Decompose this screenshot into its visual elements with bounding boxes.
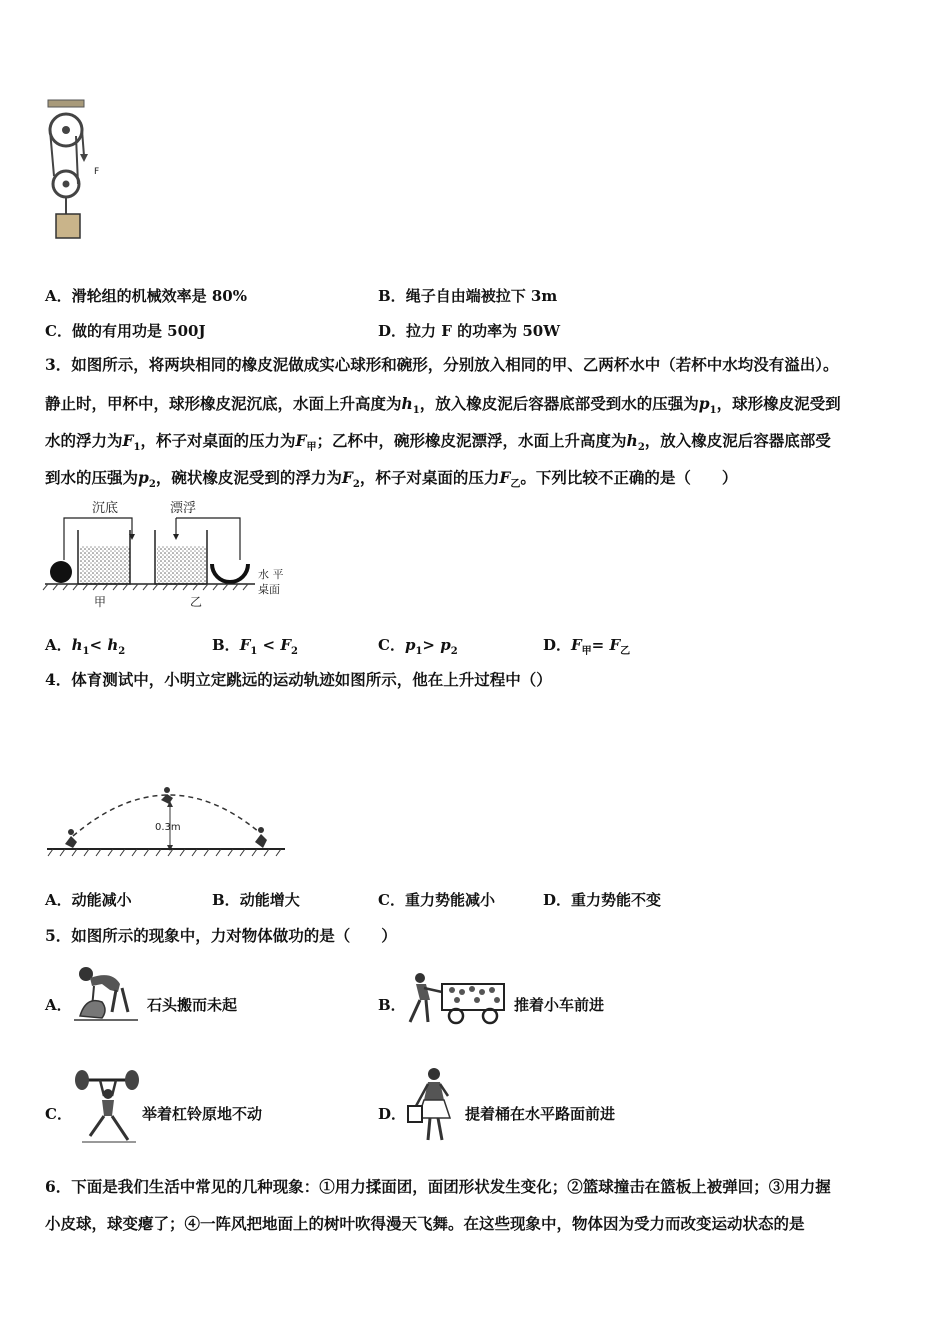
label-table-1: 水 平: [258, 568, 284, 581]
pushing-cart-icon: [402, 970, 510, 1030]
q3-option-b[interactable]: B．$F_1 < F_2$: [212, 636, 298, 657]
q4-stem: 4．体育测试中，小明立定跳远的运动轨迹如图所示，他在上升过程中（）: [45, 670, 552, 689]
carrying-bucket-icon: [404, 1066, 460, 1146]
q5-option-a-letter[interactable]: A．: [45, 996, 72, 1014]
q2-option-c[interactable]: C．做的有用功是 500J: [45, 322, 206, 340]
q4-option-d[interactable]: D．重力势能不变: [543, 891, 662, 909]
q4-option-c[interactable]: C．重力势能减小: [378, 891, 495, 909]
q3-line-2: 静止时，甲杯中，球形橡皮泥沉底，水面上升高度为$h_1$，放入橡皮泥后容器底部受到水的压强为$p_1$，球形橡皮泥受到: [45, 394, 841, 417]
q3-option-a[interactable]: A．$h_1< h_2$: [45, 636, 126, 657]
label-yi: 乙: [190, 595, 203, 609]
q6-line-2: 小皮球，球变瘪了；④一阵风把地面上的树叶吹得漫天飞舞。在这些现象中，物体因为受力而改变运动状态的是: [45, 1214, 805, 1233]
weightlifter-icon: [72, 1070, 142, 1146]
q5-option-b-letter[interactable]: B．: [378, 996, 406, 1014]
q2-option-d[interactable]: D．拉力 F 的功率为 50W: [378, 322, 561, 340]
label-jia: 甲: [94, 595, 107, 609]
force-label: F: [94, 167, 100, 177]
jump-figure: [45, 776, 290, 866]
pulley-figure: [40, 96, 110, 248]
jumper-landing-icon: [255, 827, 267, 848]
q4-option-a[interactable]: A．动能减小: [45, 891, 132, 909]
q2-option-b[interactable]: B．绳子自由端被拉下 3m: [378, 287, 558, 305]
q5-option-a-text: 石头搬而未起: [147, 996, 238, 1014]
label-float: 漂浮: [170, 501, 197, 516]
q5-option-c-text: 举着杠铃原地不动: [142, 1105, 263, 1123]
q2-option-a[interactable]: A．滑轮组的机械效率是 80%: [45, 287, 247, 305]
q4-option-b[interactable]: B．动能增大: [212, 891, 300, 909]
q5-option-c-letter[interactable]: C．: [45, 1105, 72, 1123]
height-label: 0.3m: [155, 822, 181, 833]
q3-option-d[interactable]: D．$F_甲= F_乙$: [543, 636, 631, 657]
q5-option-b-text: 推着小车前进: [514, 996, 605, 1014]
q3-line-4: 到水的压强为$p_2$，碗状橡皮泥受到的浮力为$F_2$，杯子对桌面的压力$F_乙$。下列比较不正确的是（ ）: [45, 468, 738, 491]
lifting-stone-icon: [72, 960, 142, 1024]
q5-option-d-text: 提着桶在水平路面前进: [465, 1105, 616, 1123]
q6-line-1: 6．下面是我们生活中常见的几种现象：①用力揉面团，面团形状发生变化；②篮球撞击在篮板上被弹回；③用力握: [45, 1177, 831, 1196]
q5-stem: 5．如图所示的现象中，力对物体做功的是（ ）: [45, 926, 397, 945]
q3-option-c[interactable]: C．$p_1> p_2$: [378, 636, 458, 657]
label-table-2: 桌面: [258, 583, 280, 596]
jumper-start-icon: [65, 829, 77, 848]
q5-option-d-letter[interactable]: D．: [378, 1105, 407, 1123]
q3-line-3: 水的浮力为$F_1$，杯子对桌面的压力为$F_甲$；乙杯中，碗形橡皮泥漂浮，水面上升高度为$h_2$，放入橡皮泥后容器底部受: [45, 431, 831, 454]
label-sink: 沉底: [92, 501, 119, 516]
q3-line-1: 3．如图所示，将两块相同的橡皮泥做成实心球形和碗形，分别放入相同的甲、乙两杯水中（若杯中水均没有溢出）。: [45, 355, 839, 374]
cups-figure: [40, 496, 290, 612]
